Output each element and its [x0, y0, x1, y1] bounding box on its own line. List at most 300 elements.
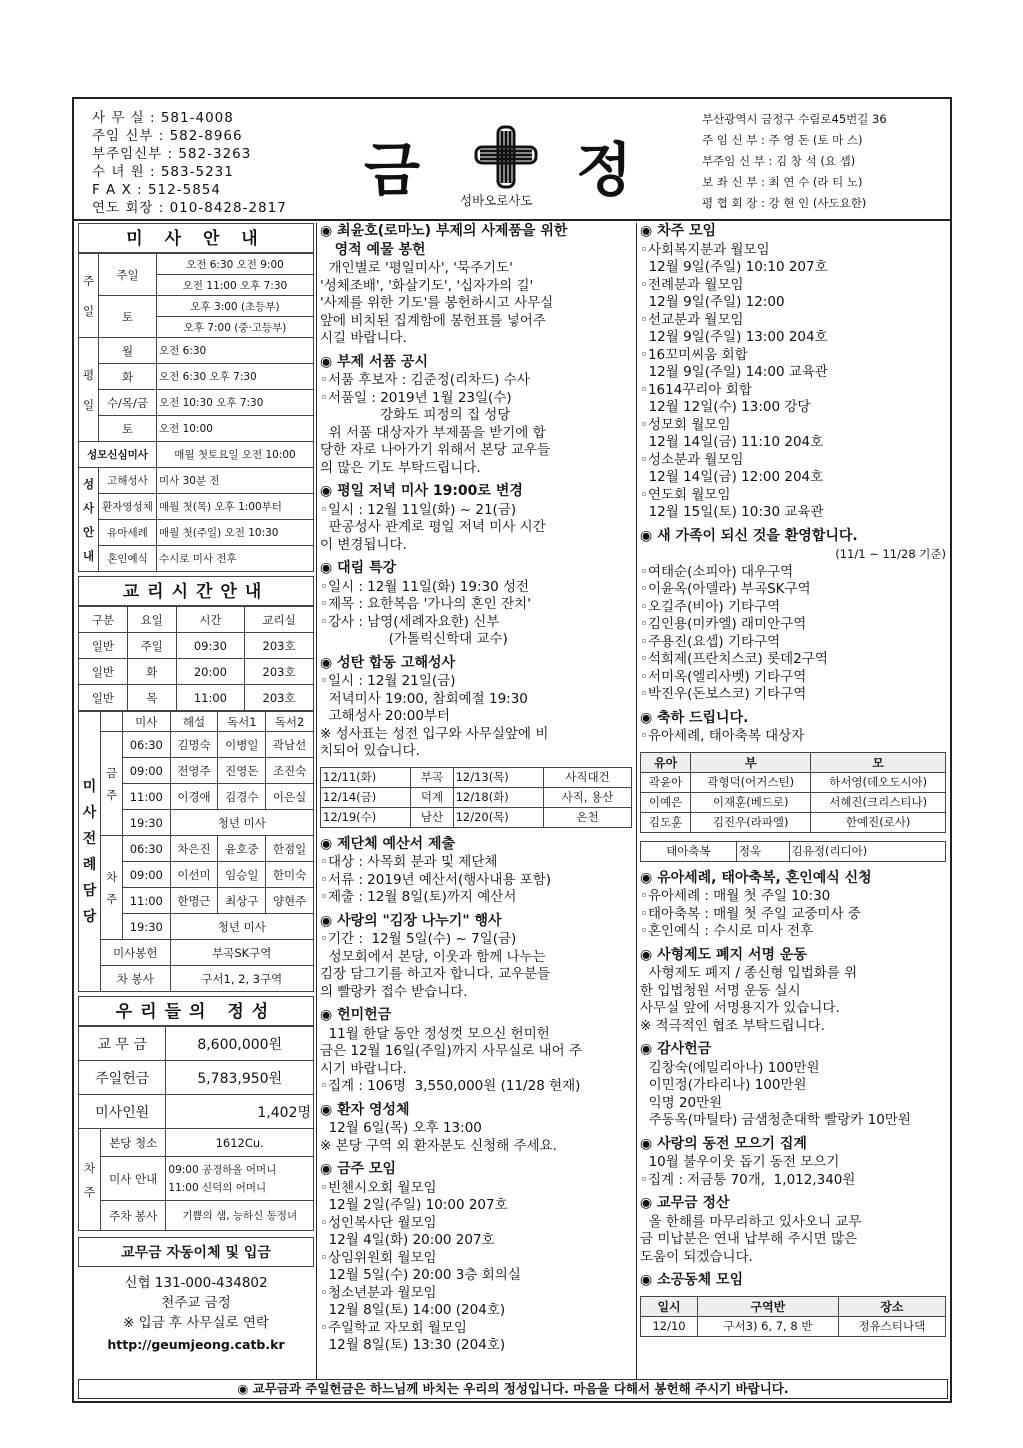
staff-line: 보 좌 신 부 : 최 연 수 (라 티 노) — [702, 175, 863, 189]
notice-line: 판공성사 관계로 평일 저녁 미사 시간 — [320, 519, 546, 535]
cell: 윤호중 — [218, 836, 266, 862]
notice-title: ◉ 부제 서품 공시 — [320, 353, 428, 370]
cell: 임승일 — [218, 862, 266, 888]
notice-line: 12월 14일(금) 11:10 204호 — [640, 434, 824, 450]
notice-line: ◦성소분과 월모임 — [640, 451, 744, 468]
address: 부산광역시 금정구 수림로45번길 36 — [702, 112, 887, 126]
notice-title: ◉ 사랑의 동전 모으기 집계 — [640, 1135, 807, 1152]
column-divider — [316, 223, 317, 1379]
cell: 차주 — [79, 1129, 101, 1231]
notice-line: 11월 한달 동안 정성껏 모으신 헌미헌 — [320, 1025, 550, 1042]
notice-line: 올 한해를 마무리하고 있사오니 교무 — [640, 1213, 862, 1230]
notice-note: (11/1 ~ 11/28 기준) — [835, 547, 946, 561]
offering-table — [78, 1026, 314, 1231]
notice — [320, 913, 632, 1002]
cell: 청년 미사 — [170, 810, 313, 836]
col-header: 요일 — [127, 607, 176, 633]
notice-line: ◦서류 : 2019년 예산서(행사내용 포함) — [320, 871, 552, 888]
bulletin-page — [72, 97, 952, 1403]
cell: 곽남선 — [266, 732, 314, 758]
mass-time: 오후 7:00 (중·고등부) — [157, 317, 314, 338]
notice — [320, 836, 632, 907]
mass-time: 오전 10:30 오후 7:30 — [157, 390, 314, 416]
notice — [320, 1161, 632, 1355]
notice-line: ◦1614꾸리아 회합 — [640, 381, 752, 398]
sacrament-name: 혼인예식 — [99, 546, 157, 572]
cell: 목 — [127, 685, 176, 711]
notice — [640, 528, 946, 704]
data-table — [640, 1296, 946, 1337]
cell: 구서3) 6, 7, 8 반 — [698, 1316, 839, 1336]
data-table — [320, 767, 632, 828]
sunday-label: 주일 — [79, 254, 99, 338]
notice-title: ◉ 금주 모임 — [320, 1161, 397, 1177]
col-header: 모 — [811, 752, 946, 772]
notice-line: (가톨릭신학대 교수) — [320, 631, 508, 647]
duty-label: 미사전례담당 — [79, 712, 101, 992]
notice-title: ◉ 헌미헌금 — [320, 1007, 392, 1023]
notice-title: ◉ 감사헌금 — [640, 1041, 712, 1057]
notice-line: 김창숙(에밀리아나) 100만원 — [640, 1059, 820, 1076]
notice-line: 12월 4일(화) 20:00 207호 — [320, 1232, 495, 1248]
notice-line: 12월 9일(주일) 13:00 204호 — [640, 329, 828, 345]
notice-line: 개인별로 '평일미사', '묵주기도' — [320, 260, 513, 276]
devotion-label: 성모신심미사 — [79, 442, 157, 468]
cell: 차 봉사 — [101, 966, 171, 992]
notice-line: 성모회에서 본당, 이웃과 함께 나누는 — [320, 948, 546, 965]
notice-line: 이민정(가타리나) 100만원 — [640, 1077, 807, 1093]
notice-line: ◦박진우(돈보스코) 기타구역 — [640, 686, 807, 702]
cell: 203호 — [245, 633, 314, 659]
parish-logo — [364, 119, 664, 219]
cell: 양현주 — [266, 888, 314, 914]
cell: 미사봉헌 — [101, 940, 171, 966]
mass-time: 오후 3:00 (초등부) — [157, 296, 314, 317]
cell: 이예은 — [641, 792, 691, 812]
cell: 11:00 — [123, 784, 171, 810]
cell: 5,783,950원 — [166, 1061, 314, 1095]
week-label: 차주 — [101, 836, 123, 940]
contact-line: 사 무 실 : 581-4008 — [92, 110, 234, 126]
notice-line: ◦유아세례 : 매월 첫 주일 10:30 — [640, 888, 831, 904]
notice-line: ◦집계 : 106명 3,550,000원 (11/28 현재) — [320, 1078, 581, 1094]
cell: 주차 봉사 — [101, 1201, 166, 1231]
col-header: 일시 — [641, 1296, 698, 1316]
fetal-blessing-table — [640, 841, 946, 862]
cell: 12/19(수) — [321, 807, 411, 827]
notice-title: ◉ 차주 모임 — [640, 223, 717, 239]
col-header: 해설 — [170, 712, 218, 732]
notice — [640, 947, 946, 1036]
notice-line: ◦성모회 월모임 — [640, 416, 731, 433]
notice-line: ◦제출 : 12월 8일(토)까지 예산서 — [320, 889, 517, 905]
notice-line: ◦서품일 : 2019년 1월 23일(수) — [320, 389, 512, 406]
notice — [640, 1041, 946, 1130]
cell: 이은실 — [266, 784, 314, 810]
website-link[interactable]: http://geumjeong.catb.kr — [107, 1337, 285, 1352]
notice-line: ◦석희제(프란치스코) 롯데2구역 — [640, 651, 828, 667]
cell: 김유정(리디아) — [789, 841, 945, 861]
weekday-label: 평일 — [79, 338, 99, 442]
sacrament-time: 매월 첫(주일) 오전 10:30 — [157, 520, 314, 546]
notice-line: 12월 9일(주일) 10:10 207호 — [640, 259, 828, 275]
cell: 서혜진(크리스티나) — [811, 792, 946, 812]
staff-line: 부주임 신 부 : 김 창 석 (요 셉) — [702, 154, 856, 168]
notice-line: 12월 9일(주일) 12:00 — [640, 294, 785, 310]
notice-line: 12월 6일(목) 오후 13:00 — [320, 1120, 482, 1136]
notice-line: ◦16꼬미씨움 회합 — [640, 346, 748, 363]
cell: 청년 미사 — [170, 914, 313, 940]
notice-line: '성체조배', '화살기도', '십자가의 길' — [320, 277, 534, 294]
cell: 일반 — [79, 633, 128, 659]
notice — [640, 1272, 946, 1290]
mass-time: 오전 6:30 오후 7:30 — [157, 364, 314, 390]
notice — [320, 1102, 632, 1156]
cell: 진영돈 — [218, 758, 266, 784]
notice-line: 사형제도 폐지 / 종신형 입법화를 위 — [640, 965, 858, 981]
mass-day: 주일 — [99, 254, 157, 296]
cell: 09:00 — [123, 758, 171, 784]
notice — [640, 1136, 946, 1190]
notice-line: 금은 12월 16일(주일)까지 사무실로 내어 주 — [320, 1043, 582, 1059]
bank-title: 교무금 자동이체 및 입금 — [78, 1237, 314, 1267]
cell: 본당 청소 — [101, 1129, 166, 1157]
cell: 차은진 — [170, 836, 218, 862]
notice-line: 김장 담그기를 하고자 합니다. 교우분들 — [320, 966, 551, 982]
cell: 11:00 — [123, 888, 171, 914]
notice-line: 12월 8일(토) 14:00 (204호) — [320, 1302, 506, 1318]
contact-line: 주임 신부 : 582-8966 — [92, 128, 243, 144]
notice-line: ◦혼인예식 : 수시로 미사 전후 — [640, 923, 814, 939]
data-table — [640, 752, 946, 833]
notice-line: ◦서품 후보자 : 김준정(리차드) 수사 — [320, 372, 530, 388]
notice-line: 12월 2일(주일) 10:00 207호 — [320, 1197, 508, 1213]
notice-line: ◦상임위원회 월모임 — [320, 1249, 437, 1266]
cell: 12/20(목) — [453, 807, 543, 827]
liturgy-duty-table — [78, 711, 314, 992]
notice-line: 시기 바랍니다. — [320, 1060, 407, 1077]
cell: 기쁨의 샘, 능하신 동정녀 — [166, 1201, 314, 1231]
sacrament-time: 수시로 미사 전후 — [157, 546, 314, 572]
notice-line: ◦일시 : 12월 11일(화) 19:30 성전 — [320, 578, 530, 595]
mass-table — [78, 253, 314, 572]
devotion-time: 매월 첫토요일 오전 10:00 — [157, 442, 314, 468]
cell: 06:30 — [123, 836, 171, 862]
notice-line: 12월 12일(수) 13:00 강당 — [640, 399, 811, 415]
right-column — [640, 223, 946, 1345]
cell: 1612Cu. — [166, 1129, 314, 1157]
title-right: 정 — [576, 136, 633, 204]
col-header: 구역반 — [698, 1296, 839, 1316]
cell: 남산 — [411, 807, 453, 827]
mass-day: 수/목/금 — [99, 390, 157, 416]
notice-line: 치되어 있습니다. — [320, 743, 420, 759]
notice-title: ◉ 축하 드립니다. — [640, 709, 749, 726]
notice-line: 12월 9일(주일) 14:00 교육관 — [640, 364, 828, 380]
cell: 부곡 — [411, 767, 453, 787]
cell: 19:30 — [123, 914, 171, 940]
notice-line: ◦사회복지분과 월모임 — [640, 241, 770, 258]
col-header: 부 — [691, 752, 811, 772]
notice-line: 의 많은 기도 부탁드립니다. — [320, 459, 481, 476]
notice-line: 저녁미사 19:00, 참회예절 19:30 — [320, 690, 528, 707]
sacrament-label: 성사안내 — [79, 468, 99, 572]
cell: 주일헌금 — [79, 1061, 166, 1095]
col-header: 시간 — [176, 607, 244, 633]
col-header: 교리실 — [245, 607, 314, 633]
parish-subtitle: 성바오로사도 — [460, 193, 533, 208]
cell: 8,600,000원 — [166, 1027, 314, 1061]
notice — [320, 560, 632, 649]
mass-day: 토 — [99, 416, 157, 442]
cell: 곽형덕(어거스틴) — [691, 772, 811, 792]
bank-line: 천주교 금정 — [161, 1295, 231, 1311]
notice — [640, 870, 946, 941]
cell: 태아축복 — [641, 841, 737, 861]
notice-line: ◦유아세례, 태아축복 대상자 — [640, 728, 805, 744]
cell: 203호 — [245, 659, 314, 685]
notice-line: 이 변경됩니다. — [320, 536, 407, 553]
notice-line: ◦선교분과 월모임 — [640, 311, 744, 328]
mass-day: 화 — [99, 364, 157, 390]
sacrament-time: 매월 첫(목) 오후 1:00부터 — [157, 494, 314, 520]
mass-time: 오전 6:30 오전 9:00 — [157, 254, 314, 275]
notice-line: ◦기간 : 12월 5일(수) ~ 7일(금) — [320, 931, 517, 947]
cell: 11:00 — [176, 685, 244, 711]
cell: 09:30 — [176, 633, 244, 659]
bank-line: ※ 입금 후 사무실로 연락 — [123, 1315, 269, 1331]
cell: 12/18(화) — [453, 787, 543, 807]
cell: 화 — [127, 659, 176, 685]
notice-line: ◦성인복사단 월모임 — [320, 1214, 437, 1231]
notice-title: ◉ 대림 특강 — [320, 560, 397, 576]
cell: 12/10 — [641, 1316, 698, 1336]
offering-title: 우리들의 정성 — [78, 996, 314, 1026]
mass-day: 토 — [99, 296, 157, 338]
notice-line: 익명 20만원 — [640, 1094, 723, 1111]
notice-line: ◦김인용(미카엘) 래미안구역 — [640, 616, 807, 632]
notice-line: 앞에 비치된 집계함에 봉헌표를 넣어주 — [320, 312, 546, 329]
cell: 전영주 — [170, 758, 218, 784]
notice-title: ◉ 교무금 정산 — [640, 1195, 730, 1211]
usher-line: 09:00 공경하올 어머니 — [168, 1163, 277, 1176]
contact-line: 수 녀 원 : 583-5231 — [92, 164, 234, 180]
notice-title: ◉ 최윤호(로마노) 부제의 사제품을 위한 — [320, 223, 568, 239]
mass-day: 월 — [99, 338, 157, 364]
notice-line: ◦태아축복 : 매월 첫 주일 교중미사 중 — [640, 905, 861, 922]
col-header: 독서2 — [266, 712, 314, 732]
cell: 12/11(화) — [321, 767, 411, 787]
notice-line: 12월 8일(토) 13:30 (204호) — [320, 1337, 506, 1353]
catechism-title: 교리시간안내 — [78, 576, 314, 606]
notice-title: ◉ 사랑의 "김장 나누기" 행사 — [320, 912, 502, 929]
title-left: 금 — [364, 136, 421, 204]
notice-line: ◦오길주(비아) 기타구역 — [640, 598, 781, 615]
notice-title: ◉ 제단체 예산서 제출 — [320, 835, 456, 852]
notice-line: ※ 본당 구역 외 환자분도 신청해 주세요. — [320, 1137, 557, 1154]
notice-title: ◉ 성탄 합동 고해성사 — [320, 654, 456, 671]
cell: 일반 — [79, 659, 128, 685]
notice-line: ※ 성사표는 성전 입구와 사무실앞에 비 — [320, 725, 549, 742]
cell: 교 무 금 — [79, 1027, 166, 1061]
contact-line: 연도 회장 : 010-8428-2817 — [92, 200, 287, 216]
notice-line: 사무실 앞에 서명용지가 있습니다. — [640, 1000, 840, 1016]
cell: 12/14(금) — [321, 787, 411, 807]
usher-line: 11:00 신덕의 어머니 — [168, 1181, 267, 1194]
col-header: 미사 — [123, 712, 171, 732]
notice-line: 금 미납분은 연내 납부해 주시면 많은 — [640, 1231, 858, 1247]
sacrament-name: 유아세례 — [99, 520, 157, 546]
cell: 한미숙 — [266, 862, 314, 888]
contact-line: F A X : 512-5854 — [92, 182, 221, 198]
notice-line: ※ 적극적인 협조 부탁드립니다. — [640, 1017, 825, 1034]
cell: 조진숙 — [266, 758, 314, 784]
cell: 주일 — [127, 633, 176, 659]
notice-title: ◉ 소공동체 모임 — [640, 1272, 744, 1288]
mass-title: 미 사 안 내 — [78, 223, 314, 253]
cell: 09:00 — [123, 862, 171, 888]
notice-line: 주동옥(마틸타) 금샘청춘대학 빨랑카 10만원 — [640, 1112, 911, 1128]
address-block — [702, 109, 887, 214]
cell: 사직대건 — [543, 767, 631, 787]
blank-cell — [101, 712, 123, 732]
bank-info — [78, 1273, 314, 1333]
cell: 김경수 — [218, 784, 266, 810]
notice-line: 12월 15일(토) 10:30 교육관 — [640, 504, 824, 520]
notice-line: 위 서품 대상자가 부제품을 받기에 합 — [320, 424, 546, 441]
cell: 이선미 — [170, 862, 218, 888]
cell: 일반 — [79, 685, 128, 711]
bank-line: 신협 131-000-434802 — [124, 1275, 268, 1291]
notice-line: 12월 5일(수) 20:00 3층 회의실 — [320, 1267, 521, 1283]
cell: 김명숙 — [170, 732, 218, 758]
notice-title: ◉ 사형제도 폐지 서명 운동 — [640, 946, 807, 963]
cell: 20:00 — [176, 659, 244, 685]
notice-line: 의 빨랑카 접수 받습니다. — [320, 983, 468, 1000]
notice-line: '사제를 위한 기도'를 봉헌하시고 사무실 — [320, 295, 554, 311]
cell: 덕계 — [411, 787, 453, 807]
col-header: 장소 — [838, 1296, 945, 1316]
column-divider — [636, 223, 637, 1379]
notice-title: ◉ 환자 영성체 — [320, 1101, 410, 1118]
cell: 부곡SK구역 — [170, 940, 313, 966]
cell: 정유스티나댁 — [838, 1316, 945, 1336]
cell: 12/13(목) — [453, 767, 543, 787]
notice — [320, 223, 632, 348]
notice — [320, 655, 632, 761]
col-header: 구분 — [79, 607, 128, 633]
notice — [640, 710, 946, 746]
notice-line: ◦서미옥(엘리사벳) 기타구역 — [640, 668, 807, 685]
notice-line: ◦대상 : 사목회 분과 및 제단체 — [320, 854, 498, 870]
cell: 최상구 — [218, 888, 266, 914]
cell: 김진우(라파엘) — [691, 812, 811, 832]
cell: 미사 안내 — [101, 1157, 166, 1201]
sacrament-name: 환자영성체 — [99, 494, 157, 520]
notice-line: ◦연도회 월모임 — [640, 486, 731, 503]
contact-line: 부주임신부 : 582-3263 — [92, 146, 252, 162]
notice-title: ◉ 평일 저녁 미사 19:00로 변경 — [320, 483, 523, 499]
cell: 19:30 — [123, 810, 171, 836]
cell — [166, 1157, 314, 1201]
notice-line: 당한 자로 나아가기 위해서 본당 교우들 — [320, 442, 551, 458]
notice-line: ◦강사 : 남영(세례자요한) 신부 — [320, 613, 500, 630]
notice-line: 강화도 피정의 집 성당 — [320, 407, 511, 423]
mass-time: 오전 10:00 — [157, 416, 314, 442]
notice-line: ◦주용진(요셉) 기타구역 — [640, 633, 781, 650]
cell: 한예진(로사) — [811, 812, 946, 832]
cell: 이재훈(베드로) — [691, 792, 811, 812]
cell: 이경애 — [170, 784, 218, 810]
notice-title: ◉ 유아세례, 태아축복, 혼인예식 신청 — [640, 869, 872, 886]
notice-line: ◦주일학교 자모회 월모임 — [320, 1319, 467, 1336]
office-contacts — [92, 109, 287, 217]
masthead — [74, 99, 950, 221]
notice-line: 시길 바랍니다. — [320, 330, 407, 346]
cell: 한점일 — [266, 836, 314, 862]
cell: 이병일 — [218, 732, 266, 758]
notice-line: 도움이 되겠습니다. — [640, 1248, 753, 1265]
cell: 203호 — [245, 685, 314, 711]
cell: 구서1, 2, 3구역 — [170, 966, 313, 992]
notice-line: ◦청소년분과 월모임 — [320, 1284, 437, 1301]
cell: 온천 — [543, 807, 631, 827]
notice-title: 영적 예물 봉헌 — [320, 241, 426, 258]
cell: 김도훈 — [641, 812, 691, 832]
col-header: 유아 — [641, 752, 691, 772]
sacrament-time: 미사 30분 전 — [157, 468, 314, 494]
notice — [640, 223, 946, 522]
cross-icon — [474, 125, 538, 189]
notice-line: ◦제목 : 요한복음 '가나의 혼인 잔치' — [320, 596, 531, 612]
col-header: 독서1 — [218, 712, 266, 732]
cell: 1,402명 — [166, 1095, 314, 1129]
cell: 곽윤아 — [641, 772, 691, 792]
catechism-table — [78, 606, 314, 711]
notice-line: ◦전례분과 월모임 — [640, 276, 744, 293]
notice — [320, 354, 632, 478]
cell: 하서영(데오도시아) — [811, 772, 946, 792]
notice — [320, 483, 632, 554]
middle-column — [320, 223, 632, 1361]
notice-line: 12월 14일(금) 12:00 204호 — [640, 469, 824, 485]
notice-line: 한 입법청원 서명 운동 실시 — [640, 982, 801, 999]
notice — [320, 1007, 632, 1096]
cell: 사직, 용산 — [543, 787, 631, 807]
cell: 미사인원 — [79, 1095, 166, 1129]
notice-line: ◦이윤옥(아델라) 부곡SK구역 — [640, 581, 811, 597]
mass-time: 오전 6:30 — [157, 338, 314, 364]
notice — [640, 1195, 946, 1266]
notice-line: ◦집계 : 저금통 70개, 1,012,340원 — [640, 1171, 856, 1188]
sacrament-name: 고해성사 — [99, 468, 157, 494]
notice-line: ◦여태순(소피아) 대우구역 — [640, 563, 794, 580]
cell: 한명근 — [170, 888, 218, 914]
notice-line: ◦빈첸시오회 월모임 — [320, 1179, 437, 1196]
staff-line: 주 임 신 부 : 주 영 돈 (토 마 스) — [702, 133, 863, 147]
staff-line: 평 협 회 장 : 강 현 인 (사도요한) — [702, 196, 867, 210]
left-column — [78, 223, 314, 1352]
notice-line: 고해성사 20:00부터 — [320, 708, 451, 724]
week-label: 금주 — [101, 732, 123, 836]
cell: 정욱 — [736, 841, 789, 861]
notice-line: 10월 불우이웃 돕기 동전 모으기 — [640, 1154, 840, 1170]
notice-line: ◦일시 : 12월 21일(금) — [320, 673, 456, 689]
notice-line: ◦일시 : 12월 11일(화) ~ 21(금) — [320, 501, 517, 518]
notice-title: ◉ 새 가족이 되신 것을 환영합니다. — [640, 527, 858, 544]
mass-time: 오전 11:00 오후 7:30 — [157, 275, 314, 296]
cell: 06:30 — [123, 732, 171, 758]
